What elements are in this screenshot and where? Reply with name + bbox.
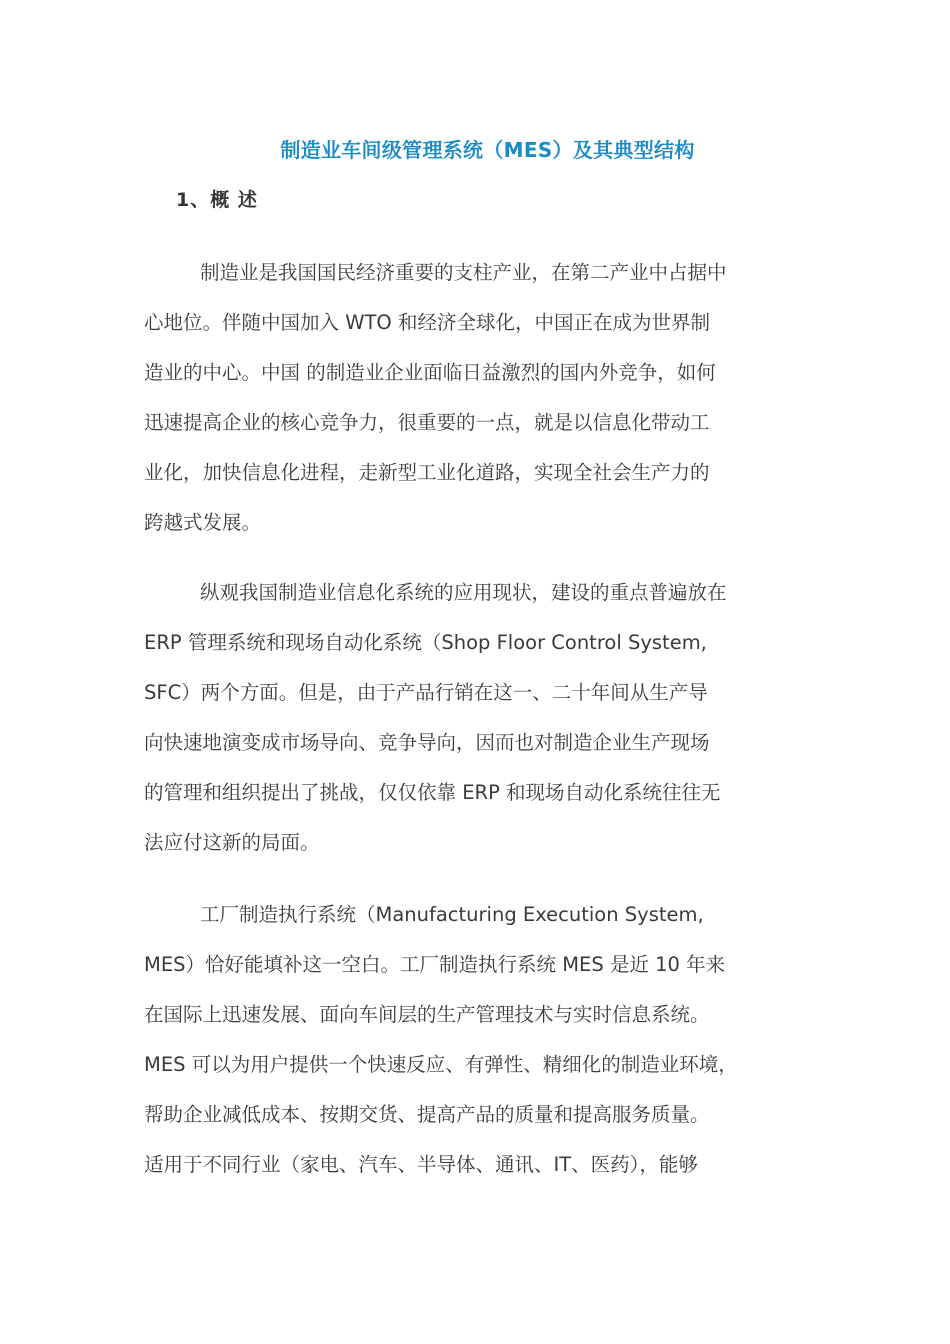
paragraph-line: 向快速地演变成市场导向、竞争导向，因而也对制造企业生产现场 [144,731,710,754]
paragraph-line: 纵观我国制造业信息化系统的应用现状，建设的重点普遍放在 [200,581,727,604]
paragraph-line: 业化，加快信息化进程，走新型工业化道路，实现全社会生产力的 [144,461,710,484]
paragraph-line: 造业的中心。中国 的制造业企业面临日益激烈的国内外竞争，如何 [144,361,716,384]
paragraph-line: 在国际上迅速发展、面向车间层的生产管理技术与实时信息系统。 [144,1003,710,1026]
paragraph-line: 心地位。伴随中国加入 WTO 和经济全球化，中国正在成为世界制 [144,311,710,334]
paragraph-1 [144,248,824,548]
paragraph-line: 制造业是我国国民经济重要的支柱产业，在第二产业中占据中 [200,261,727,284]
paragraph-line: 法应付这新的局面。 [144,831,320,854]
section-heading: 1、概 述 [176,189,258,211]
paragraph-2 [144,568,824,868]
paragraph-line: ERP 管理系统和现场自动化系统（Shop Floor Control System, [144,631,707,654]
paragraph-line: MES）恰好能填补这一空白。工厂制造执行系统 MES 是近 10 年来 [144,953,726,976]
paragraph-line: 帮助企业减低成本、按期交货、提高产品的质量和提高服务质量。 [144,1103,710,1126]
paragraph-line: 迅速提高企业的核心竞争力，很重要的一点，就是以信息化带动工 [144,411,710,434]
paragraph-line: MES 可以为用户提供一个快速反应、有弹性、精细化的制造业环境， [144,1053,738,1076]
document-title: 制造业车间级管理系统（MES）及其典型结构 [280,138,695,162]
paragraph-line: SFC）两个方面。但是，由于产品行销在这一、二十年间从生产导 [144,681,708,704]
paragraph-line: 工厂制造执行系统（Manufacturing Execution System, [200,903,704,926]
paragraph-3 [144,890,824,1190]
paragraph-line: 跨越式发展。 [144,511,262,534]
paragraph-line: 适用于不同行业（家电、汽车、半导体、通讯、IT、医药），能够 [144,1153,698,1176]
paragraph-line: 的管理和组织提出了挑战，仅仅依靠 ERP 和现场自动化系统往往无 [144,781,721,804]
